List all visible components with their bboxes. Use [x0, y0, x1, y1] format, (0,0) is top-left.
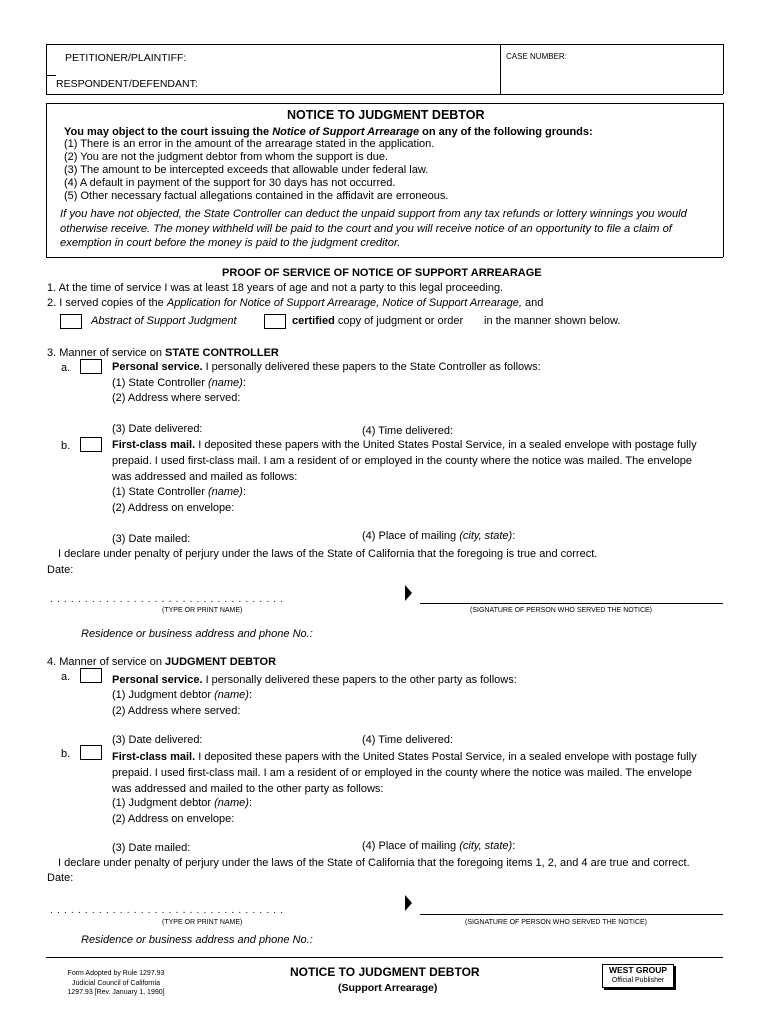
section3-mail-checkbox[interactable]: [80, 437, 102, 452]
proof-item-2: 2. I served copies of the Application for Notice of Support Arrearage, Notice of Support Arrearage, and: [47, 297, 544, 309]
section4-a-address: (2) Address where served:: [112, 705, 241, 717]
section3-personal-service-checkbox[interactable]: [80, 359, 102, 374]
section3-name-dotted-line: ..................................: [50, 594, 288, 605]
certified-checkbox[interactable]: [264, 314, 286, 329]
section4-residence-label: Residence or business address and phone No.:: [81, 934, 313, 946]
section3-b-label: b.: [61, 440, 71, 452]
manner-shown-label: in the manner shown below.: [484, 315, 621, 327]
section3-type-print-label: (TYPE OR PRINT NAME): [162, 607, 243, 614]
proof-item-1: 1. At the time of service I was at least 18 years of age and not a party to this legal proceeding.: [47, 282, 504, 294]
footer-subtitle: (Support Arrearage): [338, 982, 438, 994]
section3-residence-label: Residence or business address and phone No.:: [81, 628, 313, 640]
section4-name-dotted-line: ..................................: [50, 905, 288, 916]
form-adopted-block: Form Adopted by Rule 1297.93 Judicial Council of California 1297.93 [Rev. January 1, 1990]: [67, 970, 165, 996]
notice-intro: You may object to the court issuing the Notice of Support Arrearage on any of the following grounds:: [64, 126, 593, 138]
ground-item: (4) A default in payment of the support for 30 days has not occurred.: [64, 176, 396, 189]
section4-a-name: (1) Judgment debtor (name):: [112, 689, 253, 701]
section4-personal-service-checkbox[interactable]: [80, 668, 102, 683]
certified-label: certified copy of judgment or order: [292, 315, 464, 327]
section4-declaration: I declare under penalty of perjury under the laws of the State of California that the foregoing items 1, 2, and 4 are true and correct.: [58, 857, 690, 869]
section3-heading: 3. Manner of service on STATE CONTROLLER: [47, 347, 279, 359]
case-number-label: CASE NUMBER:: [506, 52, 567, 61]
ground-item: (1) There is an error in the amount of the arrearage stated in the application.: [64, 138, 435, 150]
section3-declaration: I declare under penalty of perjury under the laws of the State of California that the foregoing is true and correct.: [58, 548, 598, 560]
footer-rule: [46, 957, 723, 958]
section3-a-time: (4) Time delivered:: [362, 425, 454, 437]
section4-heading: 4. Manner of service on JUDGMENT DEBTOR: [47, 656, 277, 668]
section3-b-date: (3) Date mailed:: [112, 533, 191, 545]
ground-item: (2) You are not the judgment debtor from whom the support is due.: [64, 150, 389, 163]
respondent-label: RESPONDENT/DEFENDANT:: [56, 78, 198, 90]
section3-mail-paragraph: First-class mail. I deposited these papers with the United States Postal Service, in a sealed envelope with postage fully prepaid. I used first-class mail. I am a resident of or employed in the county where the notice was mailed. The envelope was addressed and mailed as follows:: [112, 439, 697, 483]
proof-title: PROOF OF SERVICE OF NOTICE OF SUPPORT ARREARAGE: [222, 267, 542, 279]
petitioner-label: PETITIONER/PLAINTIFF:: [65, 52, 187, 64]
section3-a-address: (2) Address where served:: [112, 392, 241, 404]
section3-date-label: Date:: [47, 564, 74, 576]
section4-a-label: a.: [61, 671, 71, 683]
section4-personal-service: Personal service. I personally delivered these papers to the other party as follows:: [112, 674, 517, 686]
section3-personal-service: Personal service. I personally delivered these papers to the State Controller as follows:: [112, 361, 541, 373]
section3-a-name: (1) State Controller (name):: [112, 377, 246, 389]
section3-signature-arrow-icon: [405, 585, 412, 601]
section4-b-name: (1) Judgment debtor (name):: [112, 797, 253, 809]
section4-a-date: (3) Date delivered:: [112, 734, 203, 746]
notice-italic-paragraph: If you have not objected, the State Controller can deduct the unpaid support from any tax refunds or lottery winnings you would otherwise receive. The money withheld will be paid to the court and you will receive notice of an opportunity to file a claim of exemption in court before the money is paid to the judgment creditor.: [60, 208, 687, 249]
section3-signature-line[interactable]: [420, 603, 723, 604]
section3-signature-label: (SIGNATURE OF PERSON WHO SERVED THE NOTICE): [470, 607, 653, 614]
notice-title: NOTICE TO JUDGMENT DEBTOR: [287, 108, 485, 122]
section4-signature-arrow-icon: [405, 895, 412, 911]
section4-mail-paragraph: First-class mail. I deposited these papers with the United States Postal Service, in a sealed envelope with postage fully prepaid. I used first-class mail. I am a resident of or employed in the county where the notice was mailed. The envelope was addressed and mailed to the other party as follows:: [112, 751, 697, 795]
section4-b-label: b.: [61, 748, 71, 760]
section4-mail-checkbox[interactable]: [80, 745, 102, 760]
abstract-label: Abstract of Support Judgment: [91, 315, 237, 327]
section4-b-place: (4) Place of mailing (city, state):: [362, 840, 516, 852]
section4-b-address: (2) Address on envelope:: [112, 813, 235, 825]
abstract-checkbox[interactable]: [60, 314, 82, 329]
section3-a-label: a.: [61, 362, 71, 374]
section4-b-date: (3) Date mailed:: [112, 842, 191, 854]
section3-b-name: (1) State Controller (name):: [112, 486, 246, 498]
footer-title: NOTICE TO JUDGMENT DEBTOR: [290, 965, 480, 979]
section4-date-label: Date:: [47, 872, 74, 884]
section4-type-print-label: (TYPE OR PRINT NAME): [162, 919, 243, 926]
grounds-list: [64, 138, 448, 203]
ground-item: (3) The amount to be intercepted exceeds that allowable under federal law.: [64, 163, 429, 176]
section4-signature-line[interactable]: [420, 914, 723, 915]
section4-signature-label: (SIGNATURE OF PERSON WHO SERVED THE NOTICE): [465, 919, 648, 926]
ground-item: (5) Other necessary factual allegations contained in the affidavit are erroneous.: [64, 189, 449, 202]
section4-a-time: (4) Time delivered:: [362, 734, 454, 746]
west-group-logo: WEST GROUP Official Publisher: [602, 964, 674, 988]
section3-a-date: (3) Date delivered:: [112, 423, 203, 435]
section3-b-address: (2) Address on envelope:: [112, 502, 235, 514]
section3-b-place: (4) Place of mailing (city, state):: [362, 530, 516, 542]
